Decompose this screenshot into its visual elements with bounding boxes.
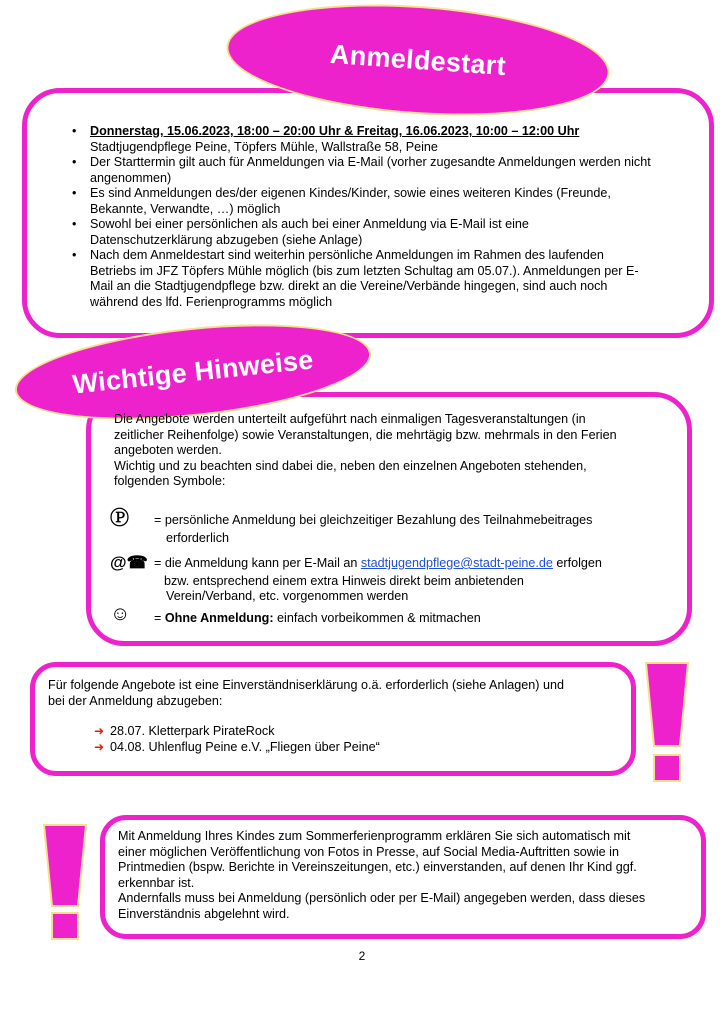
list-item xyxy=(68,124,698,155)
list-item-text: • Es sind Anmeldungen des/der eigenen Kindes/Kinder, sowie eines weiteren Kindes (Freunde, xyxy=(90,186,611,200)
symbol-p-line2: erforderlich xyxy=(166,530,229,545)
list-item-text: Mail an die Stadtjugendpflege bzw. direkt an die Vereine/Verbände hingegen, sind auch noch xyxy=(90,279,608,293)
intro-line: Die Angebote werden unterteilt aufgeführt nach einmaligen Tagesveranstaltungen (in xyxy=(114,412,586,426)
hinweise-title: Wichtige Hinweise xyxy=(71,343,315,400)
list-item xyxy=(68,186,698,217)
list-item xyxy=(68,248,698,310)
anmeldestart-title: Anmeldestart xyxy=(329,38,507,81)
hinweise-intro xyxy=(114,412,674,490)
symbol-mail-suffix: erfolgen xyxy=(552,556,602,570)
intro-line: folgenden Symbole: xyxy=(114,474,226,488)
photo-line: Andernfalls muss bei Anmeldung (persönlich oder per E-Mail) angegeben werden, dass dieses xyxy=(118,891,646,905)
list-item-text: • Der Starttermin gilt auch für Anmeldungen via E-Mail (vorher zugesandte Anmeldungen werden nicht xyxy=(90,155,651,169)
email-link[interactable]: stadtjugendpflege@stadt-peine.de xyxy=(360,556,553,570)
date-line: • Donnerstag, 15.06.2023, 18:00 – 20:00 Uhr & Freitag, 16.06.2023, 10:00 – 12:00 Uhr xyxy=(90,124,580,138)
photo-line: Einverständnis abgelehnt wird. xyxy=(118,906,290,921)
symbol-mail-line2: bzw. entsprechend einem extra Hinweis direkt beim anbietenden xyxy=(164,573,524,588)
consent-item-text: 04.08. Uhlenflug Peine e.V. „Fliegen über Peine“ xyxy=(110,739,380,754)
consent-items xyxy=(94,724,614,755)
exclamation-icon xyxy=(640,660,694,786)
list-item-text: Bekannte, Verwandte, …) möglich xyxy=(90,201,281,216)
p-circle-icon: Ⓟ xyxy=(110,508,130,529)
photo-line: Printmedien (bspw. Berichte in Vereinszeitungen, etc.) einverstanden, auf denen Ihr Kind ggf. xyxy=(118,860,637,874)
list-item xyxy=(68,217,698,248)
symbol-mail-line1 xyxy=(154,556,684,572)
consent-item-text: 28.07. Kletterpark PirateRock xyxy=(110,724,275,738)
photo-line: einer möglichen Veröffentlichung von Fotos in Presse, auf Social Media-Auftritten sowie in xyxy=(118,844,619,859)
photo-line: erkennbar ist. xyxy=(118,875,195,890)
at-phone-icon: @☎ xyxy=(110,553,148,572)
photo-line: Mit Anmeldung Ihres Kindes zum Sommerferienprogramm erklären Sie sich automatisch mit xyxy=(118,829,631,843)
symbol-smile-prefix: = xyxy=(154,611,165,625)
intro-line: zeitlicher Reihenfolge) sowie Veranstaltungen, die mehrtägig bzw. mehrmals in den Ferien xyxy=(114,427,617,442)
symbol-mail-prefix: = die Anmeldung kann per E-Mail an xyxy=(154,556,361,570)
exclamation-icon xyxy=(38,822,92,942)
intro-line: Wichtig und zu beachten sind dabei die, neben den einzelnen Angeboten stehenden, xyxy=(114,458,587,473)
consent-text xyxy=(48,678,628,709)
list-item-text: während des lfd. Ferienprogramms möglich xyxy=(90,294,333,309)
symbol-p-line1: = persönliche Anmeldung bei gleichzeitiger Bezahlung des Teilnahmebeitrages xyxy=(154,513,593,527)
list-item-text: Betriebs im JFZ Töpfers Mühle möglich (bis zum letzten Schultag am 05.07.). Anmeldungen per E- xyxy=(90,263,639,278)
symbol-smile-bold: Ohne Anmeldung: xyxy=(164,611,274,625)
symbol-p-description xyxy=(154,513,684,546)
list-item-text: • Sowohl bei einer persönlichen als auch bei einer Anmeldung via E-Mail ist eine xyxy=(90,217,529,231)
list-item xyxy=(94,724,614,740)
photo-consent-text xyxy=(118,829,698,922)
arrow-right-icon: ➜ xyxy=(94,739,105,754)
smiley-icon: ☺ xyxy=(110,603,131,625)
anmeldestart-list xyxy=(68,124,698,310)
list-item-text: • Nach dem Anmeldestart sind weiterhin persönliche Anmeldungen im Rahmen des laufenden xyxy=(90,248,604,262)
symbol-smile-description xyxy=(154,611,684,627)
symbol-mail-description xyxy=(154,556,684,605)
consent-line: bei der Anmeldung abzugeben: xyxy=(48,693,223,708)
list-item xyxy=(68,155,698,186)
list-item-text: angenommen) xyxy=(90,170,172,185)
symbol-smile-rest: einfach vorbeikommen & mitmachen xyxy=(273,611,481,625)
arrow-right-icon: ➜ xyxy=(94,724,105,738)
list-item-text: Stadtjugendpflege Peine, Töpfers Mühle, Wallstraße 58, Peine xyxy=(90,139,438,154)
list-item-text: Datenschutzerklärung abzugeben (siehe Anlage) xyxy=(90,232,363,247)
consent-line: Für folgende Angebote ist eine Einverständniserklärung o.ä. erforderlich (siehe Anlagen) und xyxy=(48,678,564,692)
page-number: 2 xyxy=(358,949,366,963)
symbol-mail-line3: Verein/Verband, etc. vorgenommen werden xyxy=(166,589,409,603)
list-item xyxy=(94,740,614,756)
intro-line: angeboten werden. xyxy=(114,443,222,457)
